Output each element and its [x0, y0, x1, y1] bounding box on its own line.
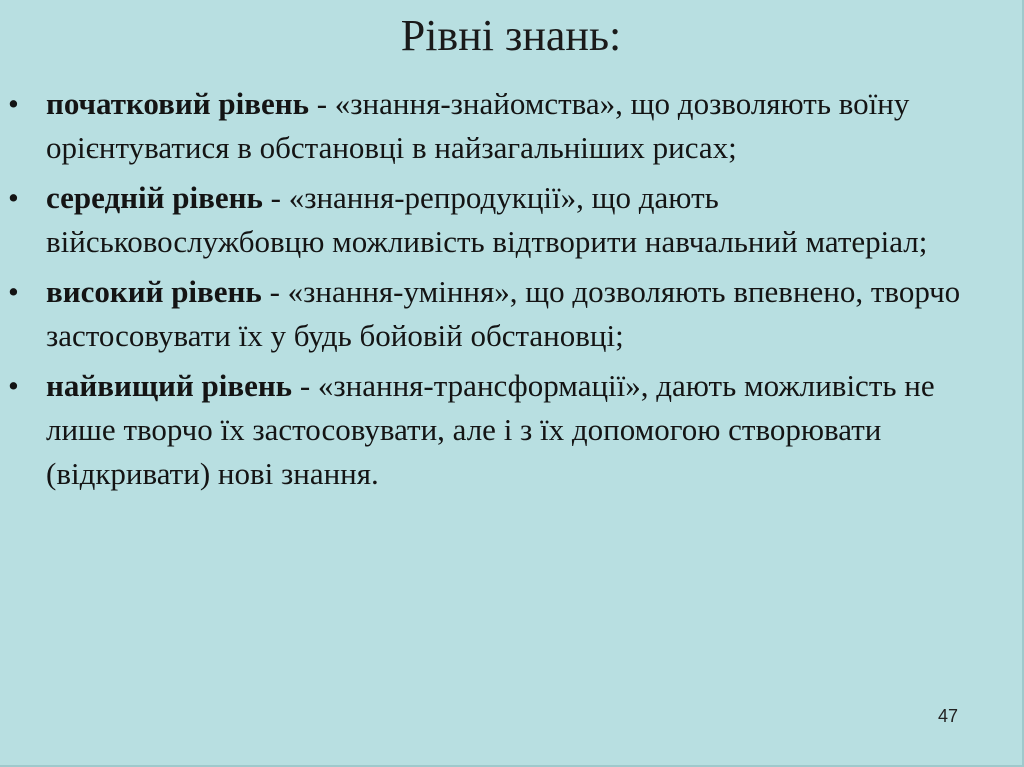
bullet-icon: • [8, 86, 19, 121]
list-item-initial-level [8, 82, 998, 170]
level-description: - «знання-знайомства», що дозволяють воїну орієнтуватися в обстановці в найзагальніших рисах; [46, 86, 910, 165]
level-term: початковий рівень [46, 86, 309, 121]
slide-title: Рівні знань: [400, 11, 622, 60]
list-item-high-level [8, 270, 998, 358]
bullet-icon: • [8, 368, 19, 403]
knowledge-levels-list [8, 82, 998, 502]
list-item-highest-level [8, 364, 998, 496]
level-description: - «знання-трансформації», дають можливість не лише творчо їх застосовувати, але і з їх допомогою створювати (відкривати) нові знання. [46, 368, 935, 491]
level-description: - «знання-уміння», що дозволяють впевнено, творчо застосовувати їх у будь бойовій обстановці; [46, 274, 961, 353]
page-number: 47 [938, 706, 959, 726]
level-term: високий рівень [46, 274, 262, 309]
level-description: - «знання-репродукції», що дають військовослужбовцю можливість відтворити навчальний матеріал; [46, 180, 928, 259]
level-term: середній рівень [46, 180, 263, 215]
level-term: найвищий рівень [46, 368, 293, 403]
bullet-icon: • [8, 274, 19, 309]
list-item-medium-level [8, 176, 998, 264]
bullet-icon: • [8, 180, 19, 215]
